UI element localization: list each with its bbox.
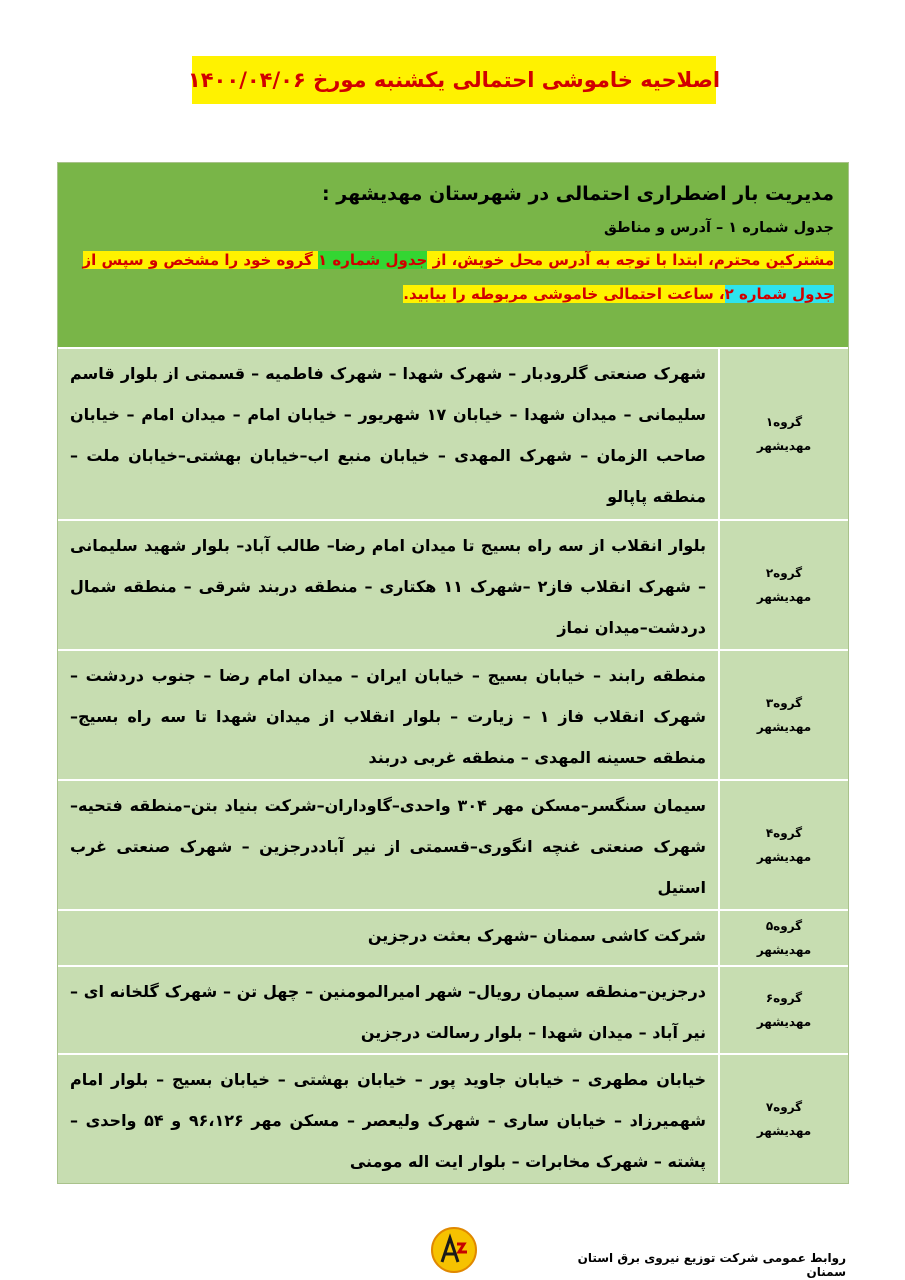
group-label: گروه۲ [765,566,803,580]
group-label: گروه۵ [765,919,803,933]
notice-part-3: گروه خود را مشخص و سپس از [82,251,318,269]
areas-cell: شهرک صنعتی گلرودبار – شهرک شهدا – شهرک فاطمیه – قسمتی از بلوار قاسم سلیمانی – میدان شهدا – خیابان ۱۷ شهریور – خیابان امام – میدان امام – خیابان صاحب الزمان – شهرک المهدی – خیابان منبع اب–خیابان بهشتی–خیابان ملت – منطقه پاپالو [70,364,707,506]
city-label: مهدیشهر [756,439,812,453]
table-row [58,911,848,967]
notice-table1-ref: جدول شماره ۱ [318,251,428,269]
table-header [58,163,848,349]
page-title: اصلاحیه خاموشی احتمالی یکشنبه مورخ ۱۴۰۰/۰۴/۰۶ [192,56,716,104]
city-label: مهدیشهر [756,850,812,864]
customer-notice [72,243,834,311]
notice-part-1: مشترکین محترم، ابتدا با توجه به آدرس محل خویش، از [427,251,834,269]
group-cell [718,911,848,965]
group-label: گروه۷ [765,1100,803,1114]
group-cell [718,521,848,649]
table-row [58,349,848,521]
group-cell [718,1055,848,1183]
group-label: گروه۱ [765,415,803,429]
areas-cell: بلوار انقلاب از سه راه بسیج تا میدان امام رضا– طالب آباد– بلوار شهید سلیمانی – شهرک انقلاب فاز۲ –شهرک ۱۱ هکتاری – منطقه دربند شرقی – منطقه شمال دردشت–میدان نماز [70,536,707,637]
table-subheading: جدول شماره ۱ – آدرس و مناطق [603,220,834,236]
areas-cell: درجزین–منطقه سیمان رویال– شهر امیرالمومنین – چهل تن – شهرک گلخانه ای – نیر آباد – میدان شهدا – بلوار رسالت درجزین [70,982,706,1042]
areas-cell: خیابان مطهری – خیابان جاوید پور – خیابان بهشتی – خیابان بسیج – بلوار امام شهمیرزاد – خیابان ساری – شهرک ولیعصر – مسکن مهر ۹۶،۱۲۶ و ۵۴ واحدی – پشته – شهرک مخابرات – بلوار ایت اله مومنی [70,1070,706,1171]
city-label: مهدیشهر [756,590,812,604]
table-row [58,1055,848,1183]
city-label: مهدیشهر [756,1124,812,1138]
group-label: گروه۳ [765,696,803,710]
table-heading: مدیریت بار اضطراری احتمالی در شهرستان مهدیشهر : [322,183,834,205]
areas-table [57,162,849,1184]
table-row [58,781,848,911]
notice-table2-ref: جدول شماره ۲ [724,285,834,303]
group-cell [718,967,848,1053]
group-cell [718,781,848,909]
table-row [58,521,848,651]
group-cell [718,349,848,519]
table-row [58,967,848,1055]
city-label: مهدیشهر [756,1015,812,1029]
areas-cell: منطقه رابند – خیابان بسیج – خیابان ایران – میدان امام رضا – جنوب دردشت – شهرک انقلاب فاز ۱ – زیارت – بلوار انقلاب از میدان شهدا تا سه راه بسیج–منطقه حسینه المهدی – منطقه غربی دربند [70,666,707,767]
city-label: مهدیشهر [756,720,812,734]
footer-credit: روابط عمومی شرکت توزیع نیروی برق استان سمنان [577,1251,846,1279]
notice-part-5: ، ساعت احتمالی خاموشی مربوطه را بیابید. [403,285,725,303]
city-label: مهدیشهر [756,943,812,957]
group-cell [718,651,848,779]
table-row [58,651,848,781]
areas-cell: شرکت کاشی سمنان –شهرک بعثت درجزین [367,926,706,945]
power-tower-logo-icon [428,1224,480,1276]
group-label: گروه۴ [765,826,803,840]
areas-cell: سیمان سنگسر–مسکن مهر ۳۰۴ واحدی–گاوداران–شرکت بنیاد بتن–منطقه فتحیه– شهرک صنعتی غنچه انگوری–قسمتی از نیر آباددرجزین – شهرک صنعتی غرب استیل [70,796,707,897]
group-label: گروه۶ [765,991,803,1005]
